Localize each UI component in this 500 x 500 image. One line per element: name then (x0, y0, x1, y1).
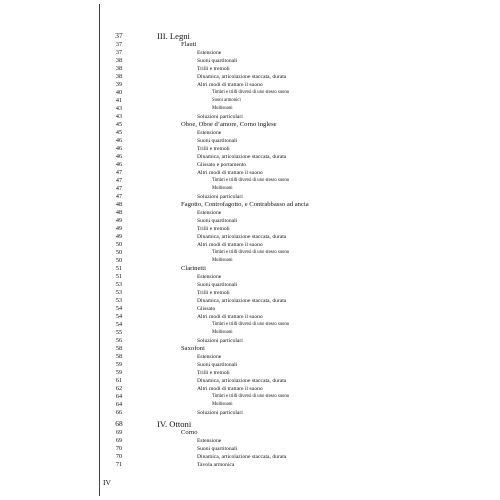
toc-page-number: 58 (115, 345, 123, 352)
toc-entry-title: Multisuoni (212, 186, 233, 191)
toc-entry-title: Altri modi di trattare il suono (197, 242, 263, 248)
toc-entry-title: Suoni quartitonali (197, 218, 238, 224)
toc-entry-title: Timbri e trilli diversi di uno stesso suono (212, 394, 290, 399)
toc-page-number: 47 (115, 193, 123, 200)
toc-entry-title: Multisuoni (212, 330, 233, 335)
toc-entry-title: Altri modi di trattare il suono (197, 386, 263, 392)
toc-page-number: 68 (115, 419, 123, 428)
toc-page-number: 43 (115, 113, 123, 120)
toc-entry-title: Dinamica, articolazione staccata, durata (197, 234, 287, 240)
toc-page-number: 70 (115, 453, 123, 460)
toc-page-number: 50 (115, 249, 123, 256)
toc-entry-title: Tavola armonica (197, 462, 235, 468)
toc-page-number: 56 (115, 337, 123, 344)
toc-page-number: 48 (115, 201, 123, 208)
toc-page-number: 53 (115, 289, 123, 296)
toc-page-number: 45 (115, 121, 123, 128)
toc-entry-title: Fagotto, Controfagotto, e Contrabbasso ad ancia (181, 201, 309, 208)
toc-page-number: 37 (115, 31, 123, 40)
toc-entry-title: Timbri e trilli diversi di uno stesso suono (212, 90, 290, 95)
toc-page-number: 58 (115, 353, 123, 360)
toc-page-number: 51 (115, 265, 123, 272)
toc-page-number: 45 (115, 129, 123, 136)
toc-entry-title: Estensione (197, 210, 222, 216)
toc-page-number: 49 (115, 217, 123, 224)
toc-page-number: 38 (115, 65, 123, 72)
toc-chapter-title: IV. Ottoni (157, 419, 192, 429)
toc-entry-title: Clarinetti (181, 265, 206, 272)
toc-page-number: 41 (115, 97, 123, 104)
toc-entry-title: Trilli e tremoli (197, 290, 230, 296)
toc-page-number: 50 (115, 241, 123, 248)
toc-entry-title: Dinamica, articolazione staccata, durata (197, 378, 287, 384)
toc-entry-title: Dinamica, articolazione staccata, durata (197, 298, 287, 304)
toc-page-number: 39 (115, 81, 123, 88)
toc-page-number: 70 (115, 445, 123, 452)
toc-page-number: 46 (115, 161, 123, 168)
left-margin-rule (99, 4, 100, 496)
toc-page-number: 54 (115, 313, 123, 320)
toc-page-number: 53 (115, 281, 123, 288)
toc-page-number: 64 (115, 401, 123, 408)
toc-page-number: 46 (115, 153, 123, 160)
toc-page-number: 47 (115, 177, 123, 184)
toc-entry-title: Estensione (197, 130, 222, 136)
toc-page-number: 50 (115, 257, 123, 264)
toc-page-number: 48 (115, 209, 123, 216)
toc-entry-title: Suoni quartitonali (197, 282, 238, 288)
toc-page-number: 71 (115, 461, 123, 468)
toc-entry-title: Glissato (197, 306, 216, 312)
toc-page-number: 59 (115, 361, 123, 368)
toc-entry-title: Suoni armonici (212, 98, 241, 103)
toc-entry-title: Oboe, Oboe d’amore, Corno inglese (181, 121, 277, 128)
toc-page-number: 46 (115, 137, 123, 144)
toc-entry-title: Estensione (197, 274, 222, 280)
page-number: IV (103, 478, 111, 487)
toc-entry-title: Soluzioni particolari (197, 194, 243, 200)
toc-entry-title: Corno (181, 429, 198, 436)
toc-entry-title: Trilli e tremoli (197, 66, 230, 72)
toc-page-number: 49 (115, 225, 123, 232)
toc-page-number: 51 (115, 273, 123, 280)
toc-entry-title: Suoni quartitonali (197, 138, 238, 144)
toc-page-number: 53 (115, 297, 123, 304)
toc-chapter-title: III. Legni (157, 31, 190, 41)
toc-page-number: 38 (115, 57, 123, 64)
toc-entry-title: Altri modi di trattare il suono (197, 314, 263, 320)
toc-entry-title: Soluzioni particolari (197, 410, 243, 416)
toc-page-number: 49 (115, 233, 123, 240)
toc-page-number: 64 (115, 393, 123, 400)
toc-entry-title: Soluzioni particolari (197, 114, 243, 120)
toc-page-number: 47 (115, 185, 123, 192)
toc-entry-title: Multisuoni (212, 402, 233, 407)
toc-entry-title: Estensione (197, 354, 222, 360)
toc-page-number: 38 (115, 73, 123, 80)
toc-entry-title: Soluzioni particolari (197, 338, 243, 344)
toc-entry-title: Dinamica, articolazione staccata, durata (197, 74, 287, 80)
toc-entry-title: Timbri e trilli diversi di uno stesso suono (212, 178, 290, 183)
toc-entry-title: Saxofoni (181, 345, 205, 352)
toc-entry-title: Estensione (197, 50, 222, 56)
toc-entry-title: Trilli e tremoli (197, 226, 230, 232)
toc-page-number: 40 (115, 89, 123, 96)
toc-entry-title: Altri modi di trattare il suono (197, 82, 263, 88)
toc-entry-title: Dinamica, articolazione staccata, durata (197, 154, 287, 160)
toc-entry-title: Glissato e portamento (197, 162, 247, 168)
toc-entry-title: Trilli e tremoli (197, 370, 230, 376)
toc-page-number: 54 (115, 305, 123, 312)
toc-page-number: 69 (115, 437, 123, 444)
toc-entry-title: Trilli e tremoli (197, 146, 230, 152)
toc-page-number: 61 (115, 377, 123, 384)
toc-entry-title: Altri modi di trattare il suono (197, 170, 263, 176)
toc-page-number: 47 (115, 169, 123, 176)
toc-page-number: 55 (115, 329, 123, 336)
toc-page-number: 59 (115, 369, 123, 376)
toc-page-number: 66 (115, 409, 123, 416)
toc-page-number: 62 (115, 385, 123, 392)
toc-page-number: 46 (115, 145, 123, 152)
toc-entry-title: Timbri e trilli diversi di uno stesso suono (212, 250, 290, 255)
toc-entry-title: Suoni quartitonali (197, 362, 238, 368)
toc-entry-title: Multisuoni (212, 258, 233, 263)
toc-entry-title: Estensione (197, 438, 222, 444)
toc-entry-title: Timbri e trilli diversi di uno stesso suono (212, 322, 290, 327)
toc-page-number: 54 (115, 321, 123, 328)
toc-entry-title: Multisuoni (212, 106, 233, 111)
toc-page-number: 37 (115, 41, 123, 48)
toc-entry-title: Flauti (181, 41, 197, 48)
toc-page-number: 43 (115, 105, 123, 112)
toc-entry-title: Suoni quartitonali (197, 446, 238, 452)
toc-page-number: 69 (115, 429, 123, 436)
toc-entry-title: Suoni quartitonali (197, 58, 238, 64)
toc-page-number: 37 (115, 49, 123, 56)
toc-entry-title: Dinamica, articolazione staccata, durata (197, 454, 287, 460)
